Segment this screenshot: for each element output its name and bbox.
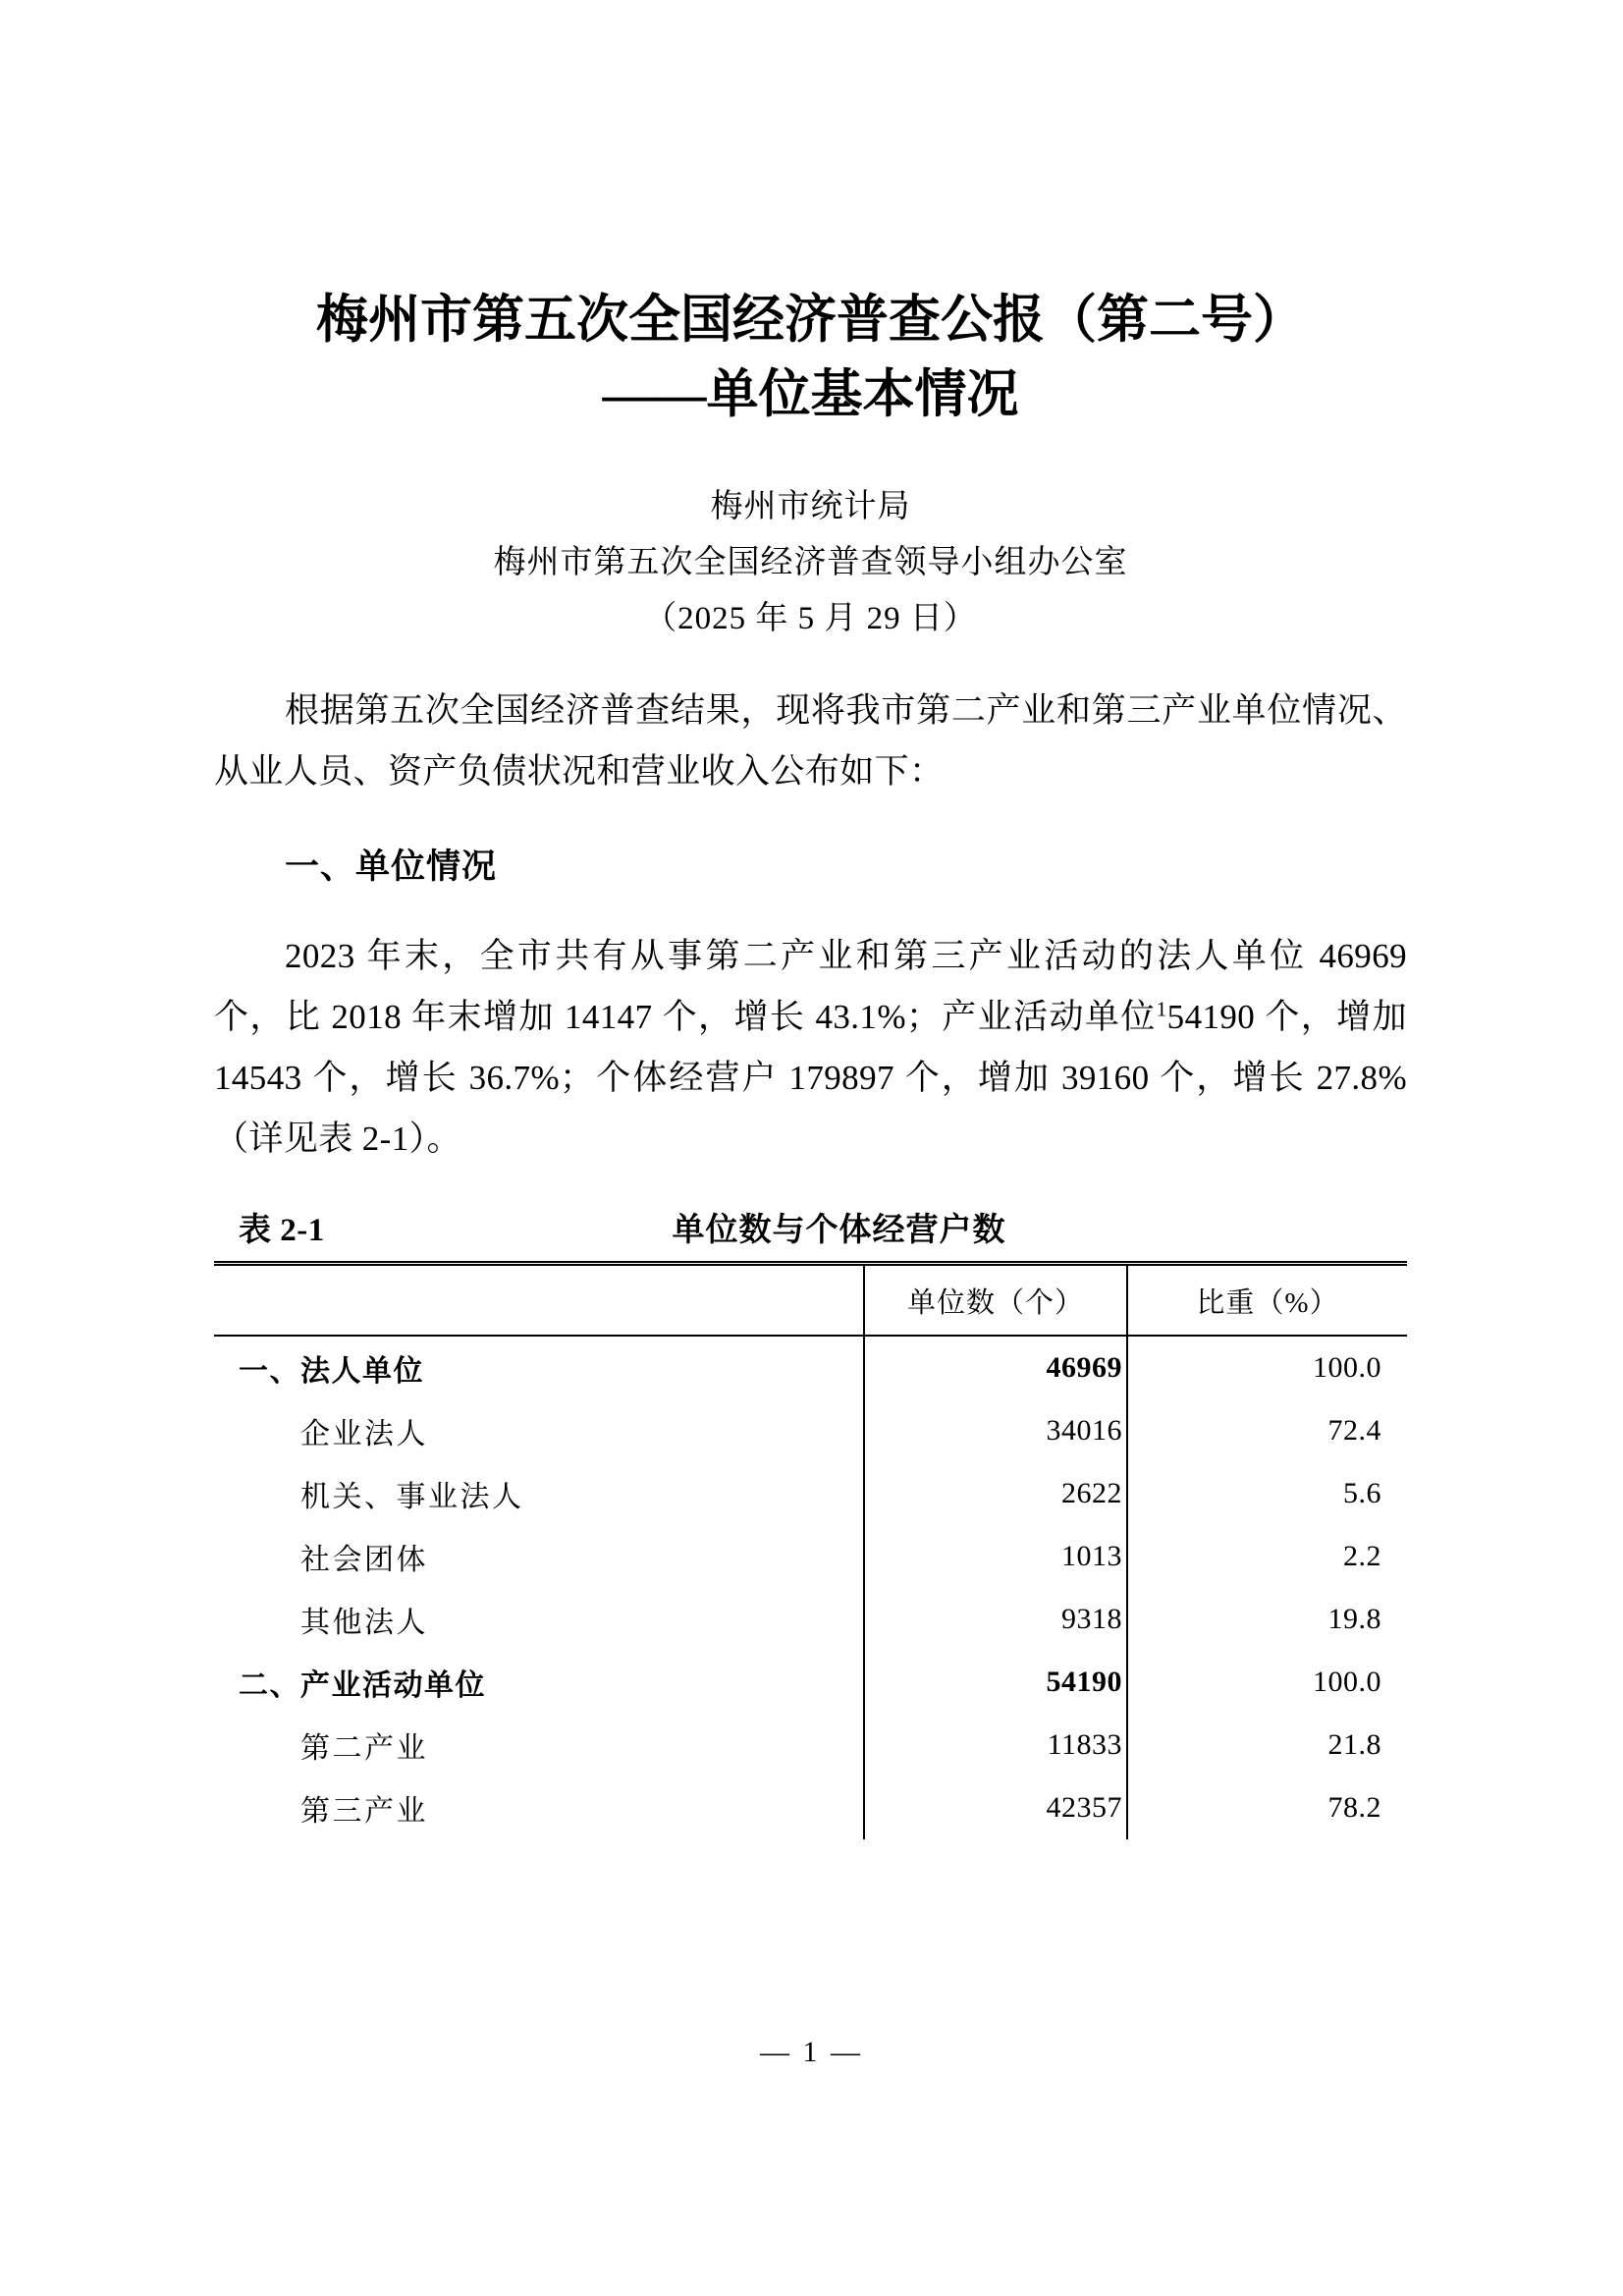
row-count: 2622 (864, 1462, 1127, 1525)
table-number: 表 2-1 (239, 1213, 325, 1249)
units-statistics-table (214, 1261, 1407, 1839)
row-percent: 2.2 (1343, 1540, 1381, 1573)
table-row (214, 1777, 1407, 1839)
row-label: 企业法人 (214, 1399, 864, 1462)
row-label: 第二产业 (214, 1714, 864, 1777)
row-count: 42357 (864, 1777, 1127, 1839)
row-count: 54190 (864, 1651, 1127, 1714)
statistics-paragraph (214, 926, 1407, 1170)
table-row (214, 1399, 1407, 1462)
row-percent: 100.0 (1313, 1666, 1381, 1699)
table-2-1-wrapper (214, 1204, 1407, 1839)
page-content (214, 0, 1407, 1839)
row-percent: 78.2 (1327, 1791, 1381, 1825)
table-row (214, 1525, 1407, 1588)
table-row (214, 1588, 1407, 1651)
page-footer: — 1 — (760, 2036, 863, 2068)
row-count: 46969 (864, 1336, 1127, 1399)
issuer-block (214, 479, 1407, 647)
intro-paragraph: 根据第五次全国经济普查结果，现将我市第二产业和第三产业单位情况、从业人员、资产负债状况和营业收入公布如下： (214, 691, 1407, 791)
table-header-row (214, 1264, 1407, 1337)
stat-text-part-1: 2023 年末，全市共有从事第二产业和第三产业活动的法人单位 46969 个，比 2018 年末增加 14147 个，增长 43.1%；产业活动单位 (214, 937, 1407, 1037)
row-count: 34016 (864, 1399, 1127, 1462)
table-row (214, 1651, 1407, 1714)
row-percent: 72.4 (1327, 1414, 1381, 1448)
column-header-percent: 比重（%） (1127, 1264, 1407, 1337)
title-line-2: ——单位基本情况 (602, 366, 1019, 423)
row-label: 其他法人 (214, 1588, 864, 1651)
row-percent: 100.0 (1313, 1351, 1381, 1385)
row-count: 1013 (864, 1525, 1127, 1588)
table-row (214, 1714, 1407, 1777)
stat-text-part-2: 54190 个，增加 14543 个，增长 36.7%；个体经营户 179897 个，增加 39160 个，增长 27.8%（详见表 2-1）。 (214, 998, 1407, 1159)
row-percent: 19.8 (1327, 1603, 1381, 1636)
row-label: 第三产业 (214, 1777, 864, 1839)
section-heading-1: 一、单位情况 (285, 847, 498, 886)
row-label: 二、产业活动单位 (214, 1651, 864, 1714)
table-row (214, 1336, 1407, 1399)
table-title: 单位数与个体经营户数 (672, 1213, 1006, 1249)
issuer-bureau: 梅州市统计局 (710, 489, 911, 524)
table-row (214, 1462, 1407, 1525)
table-body (214, 1336, 1407, 1839)
row-percent: 5.6 (1343, 1477, 1381, 1510)
row-count: 11833 (864, 1714, 1127, 1777)
row-label: 社会团体 (214, 1525, 864, 1588)
row-label: 机关、事业法人 (214, 1462, 864, 1525)
row-percent: 21.8 (1327, 1728, 1381, 1762)
row-count: 9318 (864, 1588, 1127, 1651)
issuer-date: （2025 年 5 月 29 日） (644, 601, 977, 636)
title-line-1: 梅州市第五次全国经济普查公报（第二号） (316, 292, 1305, 349)
issuer-office: 梅州市第五次全国经济普查领导小组办公室 (493, 545, 1128, 580)
table-caption (214, 1204, 1407, 1251)
column-header-label (214, 1264, 864, 1337)
footnote-marker: 1 (1156, 997, 1167, 1021)
column-header-count: 单位数（个） (864, 1264, 1127, 1337)
page-title (214, 283, 1407, 432)
row-label: 一、法人单位 (214, 1336, 864, 1399)
